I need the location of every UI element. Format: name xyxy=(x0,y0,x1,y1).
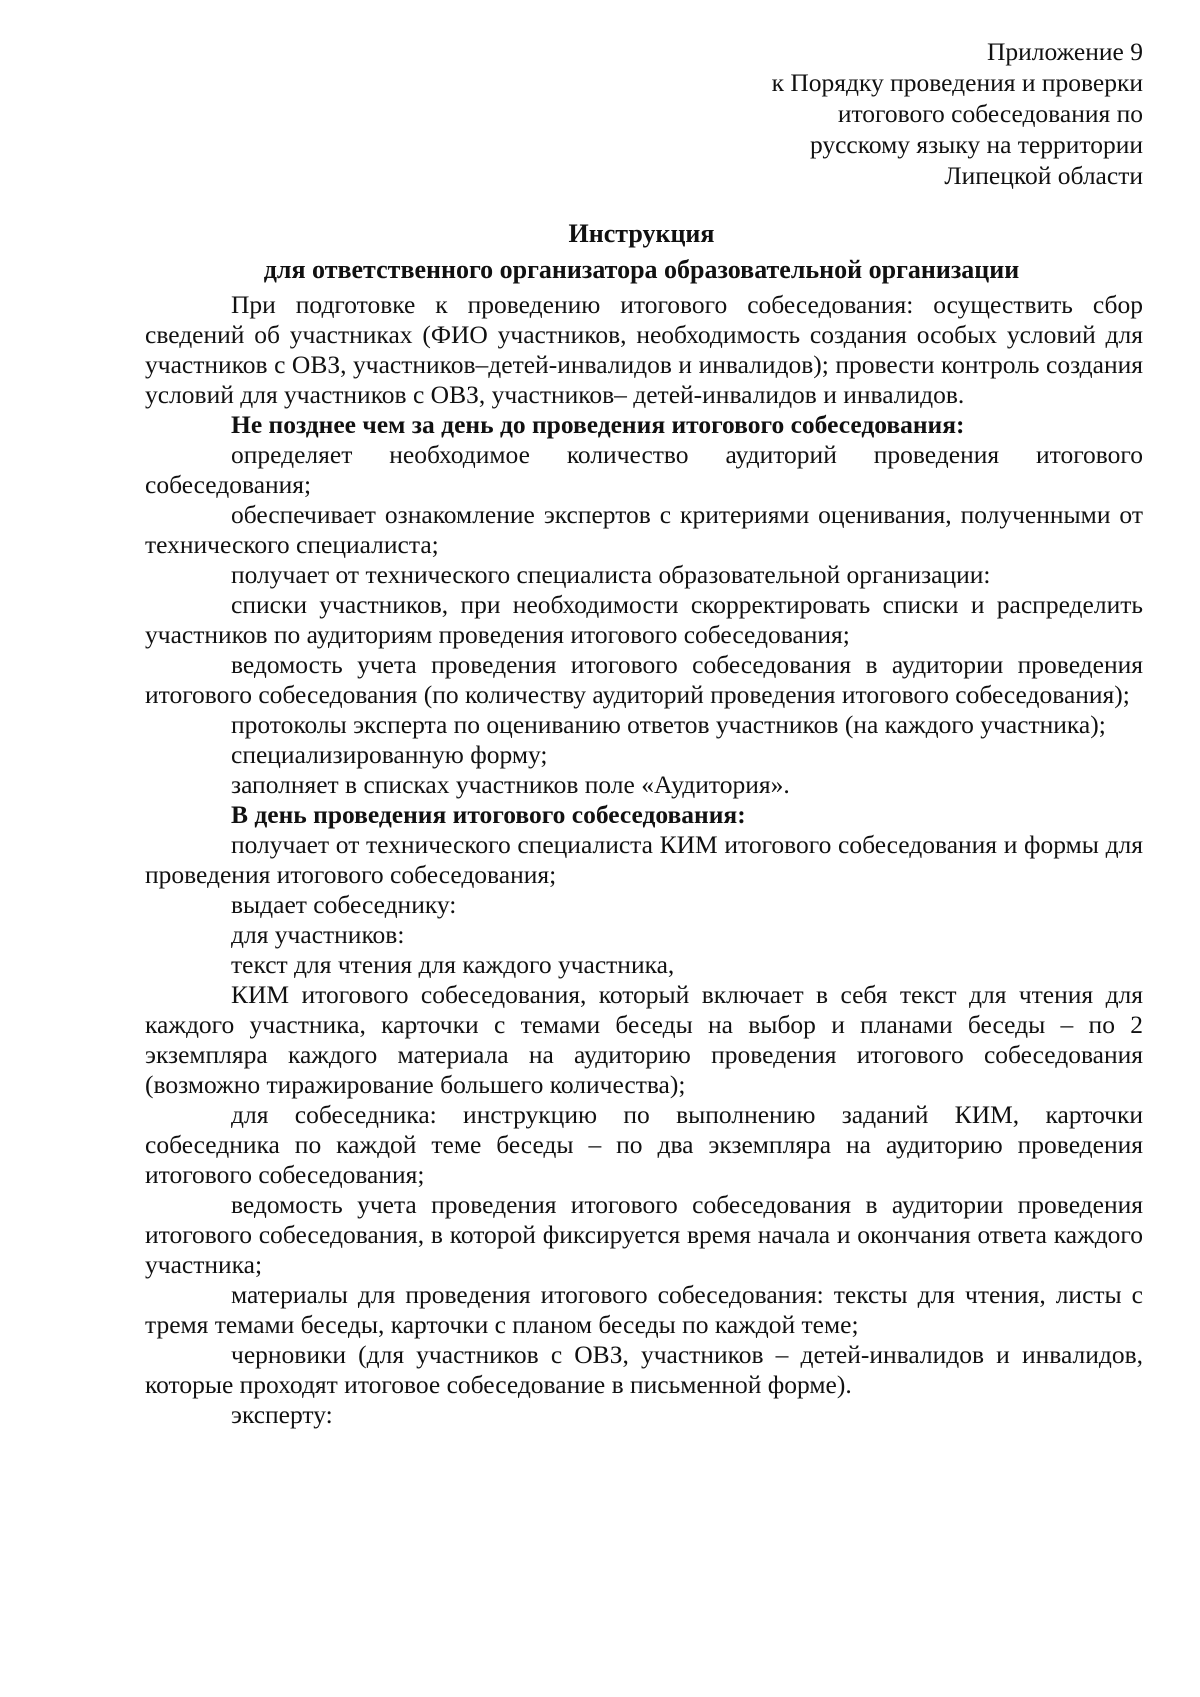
paragraph: ведомость учета проведения итогового собеседования в аудитории проведения итогового собеседования, в которой фиксируется время начала и окончания ответа каждого участника; xyxy=(145,1190,1143,1279)
paragraph: эксперту: xyxy=(231,1400,333,1429)
appendix-header xyxy=(560,36,1143,191)
paragraph: черновики (для участников с ОВЗ, участников – детей-инвалидов и инвалидов, которые проходят итоговое собеседование в письменной форме). xyxy=(145,1340,1143,1399)
paragraph: ведомость учета проведения итогового собеседования в аудитории проведения итогового собеседования (по количеству аудиторий проведения итогового собеседования); xyxy=(145,650,1143,709)
header-line: Приложение 9 xyxy=(987,37,1143,66)
document-title: Инструкция xyxy=(568,219,715,248)
paragraph: для собеседника: инструкцию по выполнению заданий КИМ, карточки собеседника по каждой теме беседы – по два экземпляра на аудиторию проведения итогового собеседования; xyxy=(145,1100,1143,1189)
paragraph: материалы для проведения итогового собеседования: тексты для чтения, листы с тремя темами беседы, карточки с планом беседы по каждой теме; xyxy=(145,1280,1143,1339)
paragraph: получает от технического специалиста КИМ итогового собеседования и формы для проведения итогового собеседования; xyxy=(145,830,1143,889)
paragraph: протоколы эксперта по оцениванию ответов участников (на каждого участника); xyxy=(231,710,1106,739)
paragraph: получает от технического специалиста образовательной организации: xyxy=(231,560,991,589)
document-titles xyxy=(140,216,1143,288)
header-line: Липецкой области xyxy=(944,161,1143,190)
paragraph: выдает собеседнику: xyxy=(231,890,457,919)
paragraph: обеспечивает ознакомление экспертов с критериями оценивания, полученными от технического специалиста; xyxy=(145,500,1143,559)
paragraph: текст для чтения для каждого участника, xyxy=(231,950,675,979)
header-line: итогового собеседования по xyxy=(837,99,1143,128)
paragraph: КИМ итогового собеседования, который включает в себя текст для чтения для каждого участника, карточки с темами беседы на выбор и планами беседы – по 2 экземпляра каждого материала на аудиторию проведения итогового собеседования (возможно тиражирование большего количества); xyxy=(145,980,1143,1099)
paragraph: определяет необходимое количество аудиторий проведения итогового собеседования; xyxy=(145,440,1143,499)
document-subtitle: для ответственного организатора образовательной организации xyxy=(263,255,1020,284)
paragraph: списки участников, при необходимости скорректировать списки и распределить участников по аудиториям проведения итогового собеседования; xyxy=(145,590,1143,649)
document-body xyxy=(145,290,1143,1430)
paragraph: заполняет в списках участников поле «Аудитория». xyxy=(231,770,790,799)
section-heading: В день проведения итогового собеседования: xyxy=(231,800,746,829)
paragraph: специализированную форму; xyxy=(231,740,548,769)
header-line: к Порядку проведения и проверки xyxy=(771,68,1143,97)
section-heading: Не позднее чем за день до проведения итогового собеседования: xyxy=(231,410,965,439)
header-line: русскому языку на территории xyxy=(809,130,1143,159)
paragraph: При подготовке к проведению итогового собеседования: осуществить сбор сведений об участниках (ФИО участников, необходимость создания особых условий для участников с ОВЗ, участников–детей-инвалидов и инвалидов); провести контроль создания условий для участников с ОВЗ, участников– детей-инвалидов и инвалидов. xyxy=(145,290,1143,409)
paragraph: для участников: xyxy=(231,920,405,949)
